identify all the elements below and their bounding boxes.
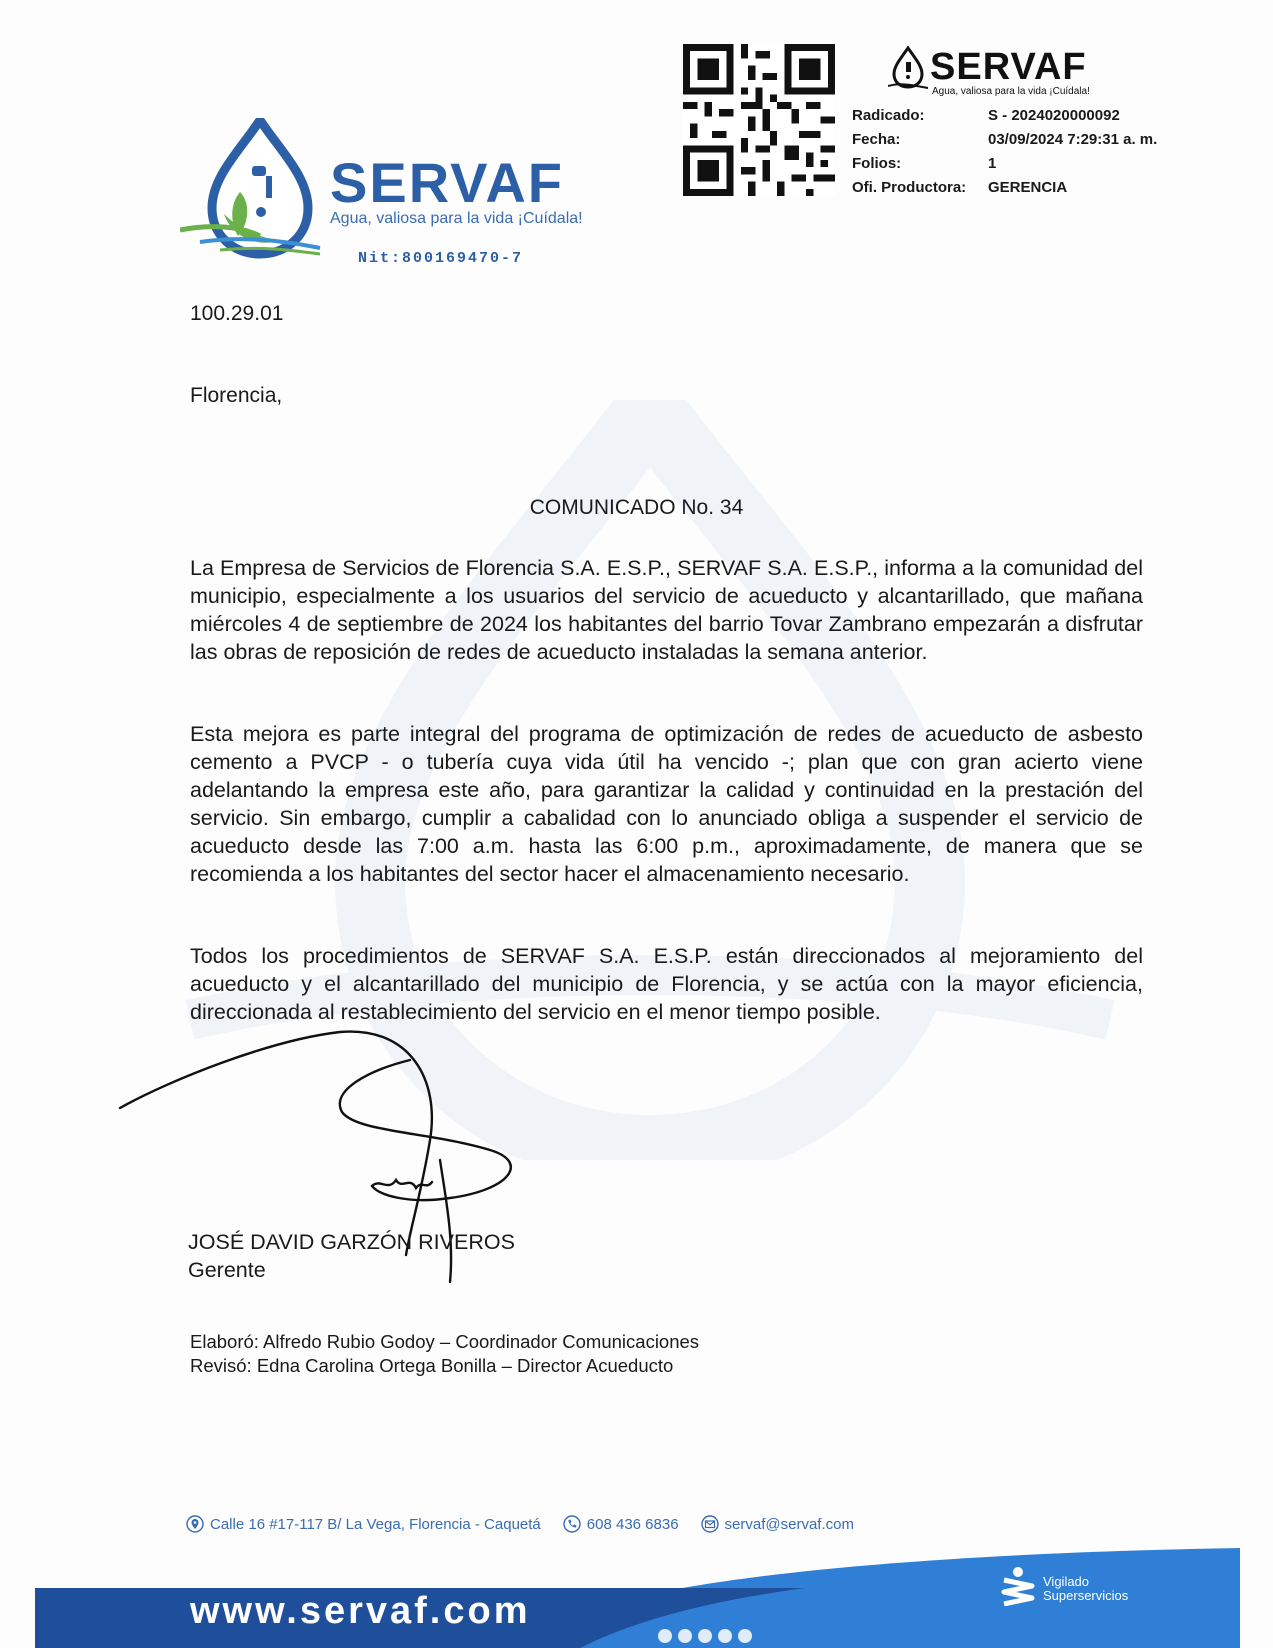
signer-name: JOSÉ DAVID GARZÓN RIVEROS <box>188 1230 515 1254</box>
signer-role: Gerente <box>188 1258 266 1282</box>
stamp-label: Ofi. Productora: <box>852 179 967 196</box>
filing-stamp <box>852 104 1157 200</box>
city-salutation: Florencia, <box>190 384 283 407</box>
footer-contact <box>186 1515 854 1533</box>
stamp-brand-name: SERVAF <box>930 46 1087 88</box>
stamp-row-oficina <box>852 176 1157 200</box>
stamp-value: GERENCIA <box>988 179 1068 196</box>
stamp-label: Radicado: <box>852 107 925 124</box>
credits-block <box>190 1330 699 1378</box>
footer-email[interactable]: servaf@servaf.com <box>724 1515 854 1533</box>
paragraph-2: Esta mejora es parte integral del programa de optimización de redes de acueducto de asbesto cemento a PVCP - o tubería cuya vida útil ha vencido -; plan que con gran acierto viene adelantando la empresa este año, para garantizar la calidad y continuidad en la prestación del servicio. Sin embargo, cumplir a cabalidad con lo anunciado obliga a suspender el servicio de acueducto desde las 7:00 a.m. hasta las 6:00 p.m., aproximadamente, de manera que se recomienda a los habitantes del sector hacer el almacenamiento necesario. <box>190 722 1143 886</box>
brand-tagline: Agua, valiosa para la vida ¡Cuídala! <box>330 210 583 227</box>
stamp-value: 03/09/2024 7:29:31 a. m. <box>988 131 1158 148</box>
stamp-row-fecha <box>852 128 1157 152</box>
paragraph-1: La Empresa de Servicios de Florencia S.A. E.S.P., SERVAF S.A. E.S.P., informa a la comunidad del municipio, especialmente a los usuarios del servicio de acueducto y alcantarillado, que mañana miércoles 4 de septiembre de 2024 los habitantes del barrio Tovar Zambrano empezarán a disfrutar las obras de reposición de redes de acueducto instaladas la semana anterior. <box>190 556 1143 664</box>
email-icon <box>701 1515 719 1533</box>
superservicios-logo-icon <box>1000 1566 1036 1606</box>
location-pin-icon <box>186 1515 204 1533</box>
document-title: COMUNICADO No. 34 <box>529 496 744 519</box>
stamp-value: S - 2024020000092 <box>988 107 1120 124</box>
phone-icon <box>563 1515 581 1533</box>
reviewed-by: Revisó: Edna Carolina Ortega Bonilla – Director Acueducto <box>190 1355 674 1376</box>
qr-code-icon <box>683 44 835 196</box>
stamp-drop-icon <box>888 46 928 90</box>
signer-block <box>188 1228 515 1284</box>
reference-code: 100.29.01 <box>190 302 284 325</box>
vigilado-label <box>1043 1575 1128 1603</box>
stamp-row-folios <box>852 152 1157 176</box>
stamp-label: Fecha: <box>852 131 901 148</box>
prepared-by: Elaboró: Alfredo Rubio Godoy – Coordinador Comunicaciones <box>190 1331 700 1352</box>
footer-address: Calle 16 #17-117 B/ La Vega, Florencia - Caquetá <box>210 1515 541 1533</box>
vigilado-text: Vigilado <box>1043 1574 1090 1589</box>
nit-number: Nit:800169470-7 <box>358 250 524 267</box>
brand-name: SERVAF <box>330 151 564 214</box>
footer-phone: 608 436 6836 <box>586 1515 679 1533</box>
superservicios-text: Superservicios <box>1043 1588 1129 1603</box>
stamp-label: Folios: <box>852 155 902 172</box>
footer-website[interactable]: www.servaf.com <box>190 1590 531 1632</box>
stamp-row-radicado <box>852 104 1157 128</box>
stamp-tagline: Agua, valiosa para la vida ¡Cuídala! <box>932 86 1090 97</box>
paragraph-3: Todos los procedimientos de SERVAF S.A. E.S.P. están direccionados al mejoramiento del acueducto y el alcantarillado del municipio de Florencia, y se actúa con la mayor eficiencia, direccionada al restablecimiento del servicio en el menor tiempo posible. <box>190 944 1143 1024</box>
stamp-value: 1 <box>988 155 997 172</box>
